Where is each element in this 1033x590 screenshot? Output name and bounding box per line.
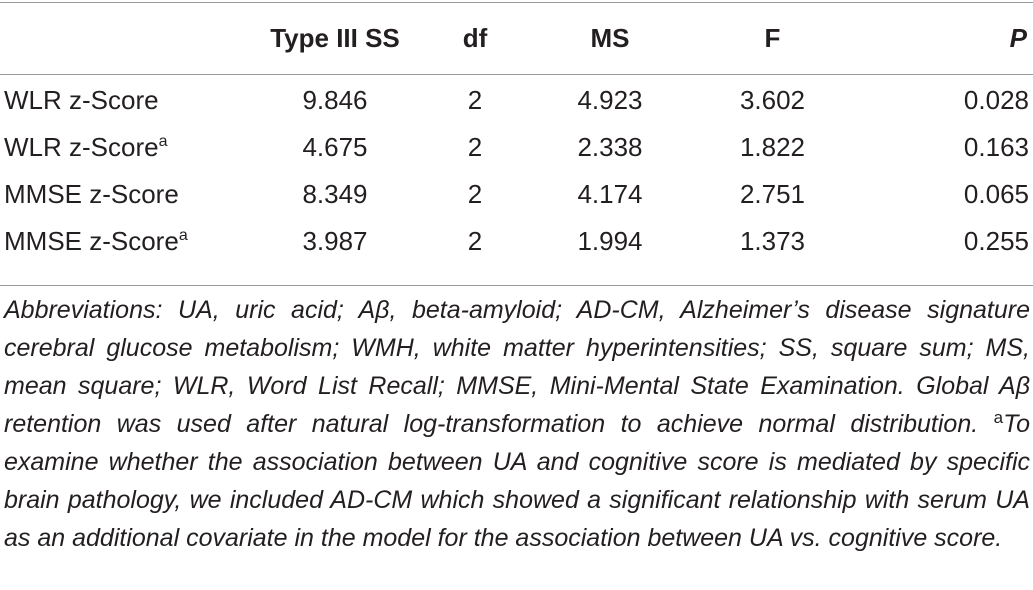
header-cell-ms: MS bbox=[590, 23, 630, 53]
cell-ms: 1.994 bbox=[577, 226, 643, 256]
cell-f: 3.602 bbox=[739, 85, 806, 115]
cell-ms: 4.174 bbox=[577, 179, 643, 209]
row-label bbox=[0, 124, 255, 171]
header-cell-label bbox=[0, 3, 255, 74]
cell-df: 2 bbox=[467, 226, 483, 256]
row-label bbox=[0, 218, 255, 265]
row-label-text: MMSE z-Score bbox=[4, 226, 179, 256]
row-label bbox=[0, 171, 255, 218]
cell-ss: 9.846 bbox=[302, 85, 368, 115]
row-label-text: WLR z-Score bbox=[4, 132, 159, 162]
row-label-sup: a bbox=[158, 133, 168, 150]
cell-ms: 4.923 bbox=[577, 85, 643, 115]
row-label bbox=[0, 74, 255, 124]
cell-f: 1.822 bbox=[739, 132, 806, 162]
table-row bbox=[0, 171, 1033, 218]
table-footnote bbox=[4, 291, 1030, 557]
cell-ss: 3.987 bbox=[302, 226, 368, 256]
header-cell-f: F bbox=[764, 23, 781, 53]
table-row bbox=[0, 124, 1033, 171]
header-cell-ss: Type III SS bbox=[270, 23, 400, 53]
header-row bbox=[0, 3, 1033, 74]
table-row bbox=[0, 74, 1033, 124]
footnote-abbreviations: Abbreviations: UA, uric acid; Aβ, beta-amyloid; AD-CM, Alzheimer’s disease signature cerebral glucose metabolism; WMH, white matter hyperintensities; SS, square sum; MS, mean square; WLR, Word List Recall; MMSE, Mini-Mental State Examination. Global Aβ retention was used after natural log-transformation to achieve normal distribution. bbox=[4, 296, 1030, 438]
table-row bbox=[0, 218, 1033, 265]
cell-p: 0.163 bbox=[963, 132, 1029, 162]
row-label-text: WLR z-Score bbox=[4, 85, 159, 115]
row-label-text: MMSE z-Score bbox=[4, 179, 179, 209]
anova-table bbox=[0, 3, 1033, 265]
header-cell-p: P bbox=[1009, 23, 1027, 53]
cell-p: 0.065 bbox=[963, 179, 1029, 209]
row-label-sup: a bbox=[178, 227, 188, 244]
cell-df: 2 bbox=[467, 132, 483, 162]
cell-ms: 2.338 bbox=[577, 132, 643, 162]
cell-ss: 8.349 bbox=[302, 179, 368, 209]
cell-f: 1.373 bbox=[739, 226, 806, 256]
cell-p: 0.028 bbox=[963, 85, 1029, 115]
cell-df: 2 bbox=[467, 179, 483, 209]
footnote-marker: a bbox=[993, 408, 1004, 427]
cell-df: 2 bbox=[467, 85, 483, 115]
footnote-note: To examine whether the association between UA and cognitive score is mediated by specific brain pathology, we included AD-CM which showed a significant relationship with serum UA as an additional covariate in the model for the association between UA vs. cognitive score. bbox=[4, 410, 1030, 552]
cell-ss: 4.675 bbox=[302, 132, 368, 162]
bottom-rule bbox=[0, 285, 1033, 286]
cell-p: 0.255 bbox=[963, 226, 1029, 256]
header-cell-df: df bbox=[462, 23, 488, 53]
cell-f: 2.751 bbox=[739, 179, 806, 209]
